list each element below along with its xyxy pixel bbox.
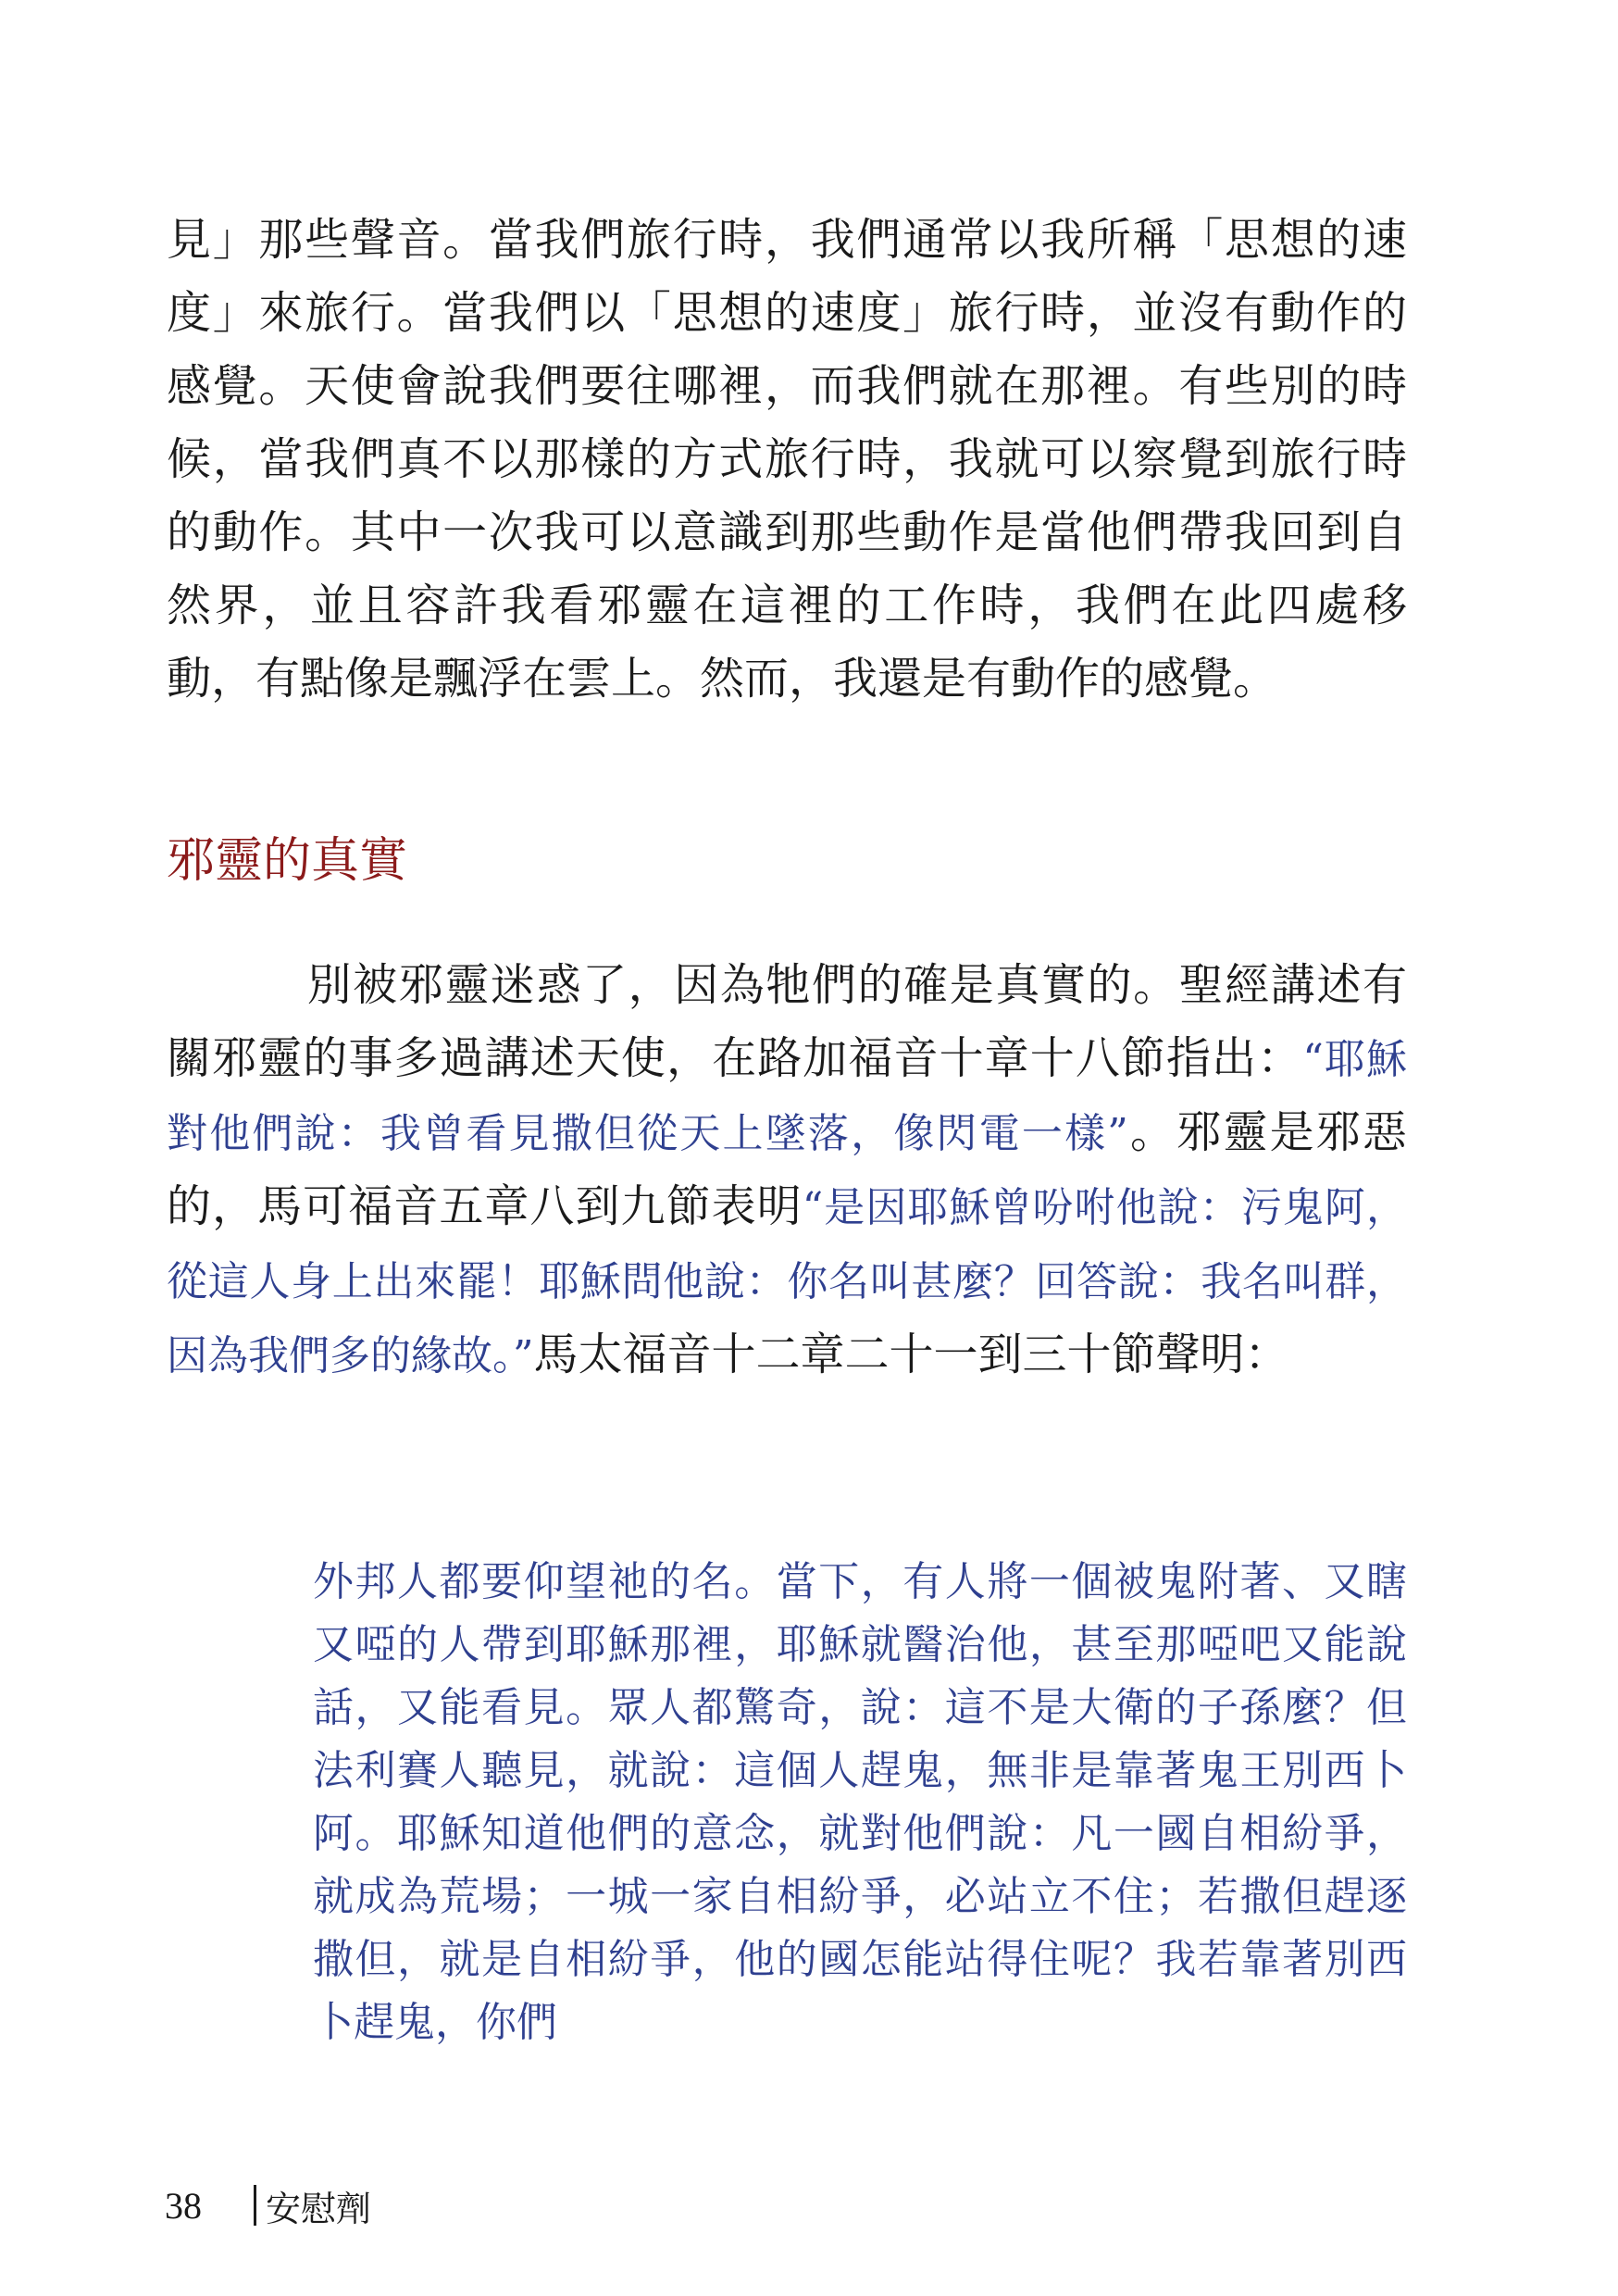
scripture-quote-luke: “耶穌對他們說：我曾看見撒但從天上墜落，像閃電一樣”	[167, 1036, 1407, 1157]
scripture-quote-mark: “是因耶穌曾吩咐他說：污鬼阿，從這人身上出來罷！耶穌問他說：你名叫甚麼？回答說：我名叫群，因為我們多的緣故。”	[167, 1184, 1407, 1379]
body-paragraph-1: 見」那些聲音。當我們旅行時，我們通常以我所稱「思想的速度」來旅行。當我們以「思想的速度」旅行時，並沒有動作的感覺。天使會說我們要往哪裡，而我們就在那裡。有些別的時候，當我們真不以那樣的方式旅行時，我就可以察覺到旅行時的動作。其中一次我可以意識到那些動作是當他們帶我回到自然界，並且容許我看邪靈在這裡的工作時，我們在此四處移動，有點像是飄浮在雲上。然而，我還是有動作的感覺。	[167, 214, 1407, 705]
footer-divider	[254, 2185, 256, 2226]
running-book-title: 安慰劑	[266, 2188, 372, 2229]
page-footer	[165, 2177, 371, 2233]
scripture-block-quote-matthew: 外邦人都要仰望祂的名。當下，有人將一個被鬼附著、又瞎又啞的人帶到耶穌那裡，耶穌就醫治他，甚至那啞吧又能說話，又能看見。眾人都驚奇，說：這不是大衛的子孫麼？但法利賽人聽見，就說：這個人趕鬼，無非是靠著鬼王別西卜阿。耶穌知道他們的意念，就對他們說：凡一國自相紛爭，就成為荒場；一城一家自相紛爭，必站立不住；若撒但趕逐撒但，就是自相紛爭，他的國怎能站得住呢？我若靠著別西卜趕鬼，你們	[313, 1558, 1407, 2046]
paragraph-2-text-2: 。邪靈是邪惡的，馬可福音五章八到九節表明	[167, 1106, 1407, 1232]
page-number: 38	[165, 2184, 202, 2227]
paragraph-2-text-3: 馬太福音十二章二十一到三十節聲明：	[533, 1329, 1289, 1380]
body-paragraph-2	[167, 949, 1407, 1392]
paragraph-2-text-1: 別被邪靈迷惑了，因為牠們的確是真實的。聖經講述有關邪靈的事多過講述天使，在路加福音十章十八節指出：	[167, 959, 1407, 1084]
section-heading: 邪靈的真實	[167, 833, 408, 889]
